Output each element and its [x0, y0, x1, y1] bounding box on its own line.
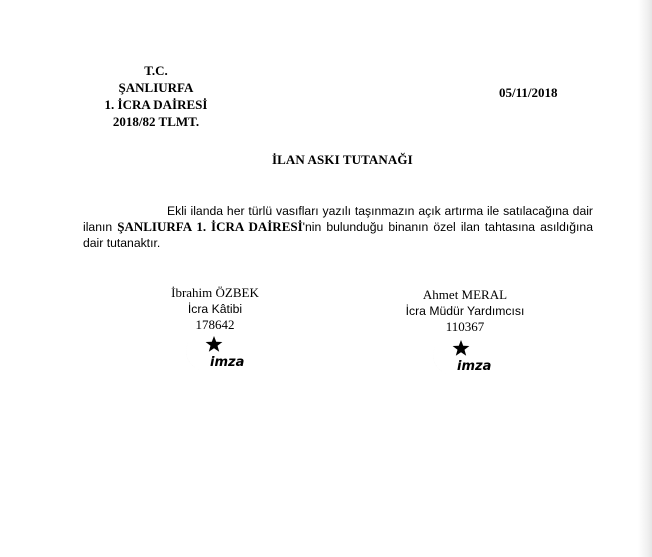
- document-title: İLAN ASKI TUTANAĞI: [272, 152, 413, 167]
- signature-block-left: [140, 285, 290, 333]
- signer-role: İcra Kâtibi: [187, 302, 243, 316]
- signer-role: İcra Müdür Yardımcısı: [405, 304, 525, 318]
- body-office-name: ŞANLIURFA 1. İCRA DAİRESİ: [117, 219, 303, 234]
- e-signature-logo-icon: [423, 334, 513, 387]
- e-signature-logo-text: imza: [210, 355, 245, 370]
- header-line-office: 1. İCRA DAİRESİ: [104, 97, 208, 112]
- signer-name: İbrahim ÖZBEK: [171, 285, 259, 300]
- document-date: 05/11/2018: [499, 85, 558, 100]
- court-header: [96, 62, 216, 130]
- header-line-file-number: 2018/82 TLMT.: [112, 114, 200, 129]
- body-text-part1: Ekli ilanda her türlü vasıfları yazılı taşınmazın açık artırma ile satılacağına dair ilanın: [83, 204, 593, 234]
- header-line-tc: T.C.: [144, 63, 168, 78]
- e-signature-logo-icon: [176, 330, 266, 383]
- signer-id: 178642: [195, 317, 235, 332]
- page-edge-shadow: [638, 0, 652, 557]
- header-line-city: ŞANLIURFA: [118, 80, 194, 95]
- signer-id: 110367: [445, 319, 485, 334]
- body-text-part2: 'nin bulunduğu binanın özel ilan tahtasına asıldığına dair tutanaktır.: [83, 220, 593, 250]
- body-paragraph: [83, 203, 593, 251]
- signer-name: Ahmet MERAL: [422, 287, 508, 302]
- signature-block-right: [390, 287, 540, 335]
- e-signature-logo-text: imza: [457, 359, 492, 374]
